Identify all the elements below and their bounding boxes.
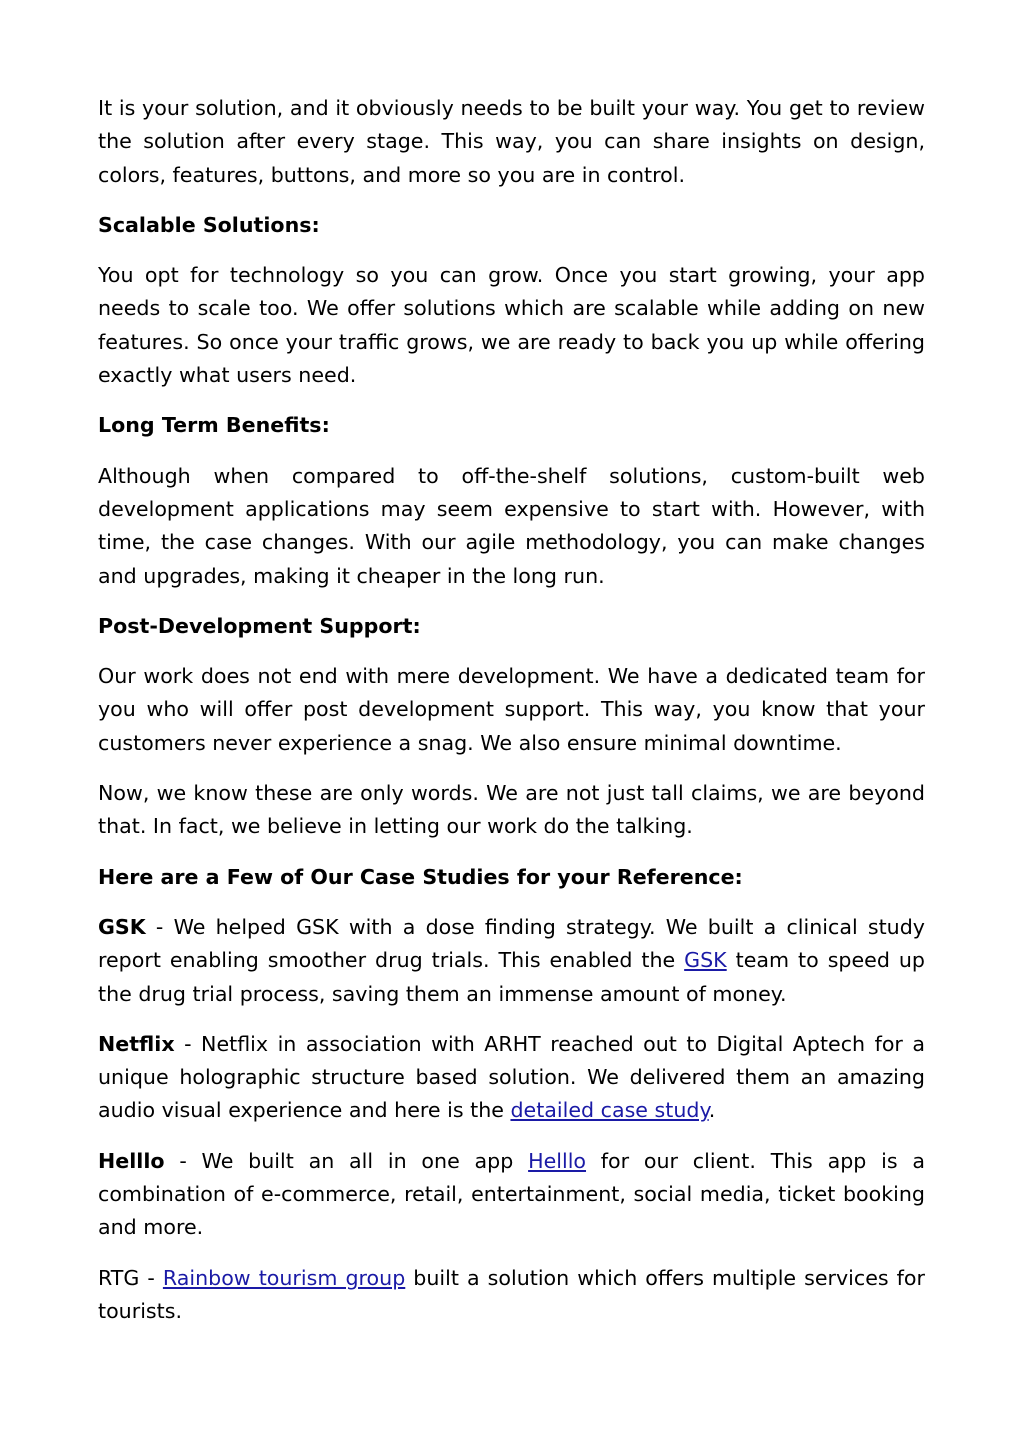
scalable-heading: Scalable Solutions:: [98, 212, 320, 237]
case-studies-heading: Here are a Few of Our Case Studies for your Reference:: [98, 864, 743, 889]
gsk-name: GSK: [98, 914, 146, 939]
netflix-case-study-link[interactable]: detailed case study: [510, 1098, 709, 1123]
case-study-netflix: [98, 1028, 925, 1128]
netflix-text-before: - Netflix in association with ARHT reached out to Digital Aptech for a unique holographic structure based solution. We delivered them an amazing audio visual experience and here is the: [98, 1031, 925, 1123]
case-study-helllo: [98, 1145, 925, 1245]
gsk-link[interactable]: GSK: [684, 948, 727, 973]
case-study-rtg: [98, 1262, 925, 1329]
case-study-gsk: [98, 911, 925, 1011]
intro-paragraph: It is your solution, and it obviously needs to be built your way. You get to review the solution after every stage. This way, you can share insights on design, colors, features, buttons, and more so you are in control.: [98, 96, 925, 187]
scalable-paragraph: You opt for technology so you can grow. Once you start growing, your app needs to scale too. We offer solutions which are scalable while adding on new features. So once your traffic grows, we are ready to back you up while offering exactly what users need.: [98, 263, 925, 388]
helllo-link[interactable]: Helllo: [528, 1148, 587, 1173]
gsk-text-before: - We helped GSK with a dose finding strategy. We built a clinical study report enabling smoother drug trials. This enabled the: [98, 914, 925, 973]
long-term-paragraph: Although when compared to off-the-shelf solutions, custom-built web development applications may seem expensive to start with. However, with time, the case changes. With our agile methodology, you can make changes and upgrades, making it cheaper in the long run.: [98, 463, 925, 588]
support-paragraph: Our work does not end with mere development. We have a dedicated team for you who will offer post development support. This way, you know that your customers never experience a snag. We also ensure minimal downtime.: [98, 664, 925, 755]
helllo-name: Helllo: [98, 1148, 165, 1173]
helllo-text-before: - We built an all in one app: [164, 1148, 529, 1173]
support-heading: Post-Development Support:: [98, 613, 421, 638]
rtg-text-before: -: [139, 1265, 163, 1290]
gsk-text-after: team to speed up the drug trial process, saving them an immense amount of money.: [98, 948, 925, 1006]
helllo-text-after: for our client. This app is a combination of e-commerce, retail, entertainment, social media, ticket booking and more.: [98, 1148, 925, 1240]
long-term-heading: Long Term Benefits:: [98, 413, 330, 438]
netflix-name: Netflix: [98, 1031, 175, 1056]
netflix-text-after: .: [708, 1098, 716, 1123]
rtg-text-after: built a solution which offers multiple services for tourists.: [98, 1265, 925, 1323]
document-page: [98, 92, 925, 1345]
words-paragraph: Now, we know these are only words. We are not just tall claims, we are beyond that. In fact, we believe in letting our work do the talking.: [98, 781, 925, 839]
rtg-name: RTG: [98, 1265, 140, 1290]
rainbow-tourism-link[interactable]: Rainbow tourism group: [162, 1265, 406, 1290]
